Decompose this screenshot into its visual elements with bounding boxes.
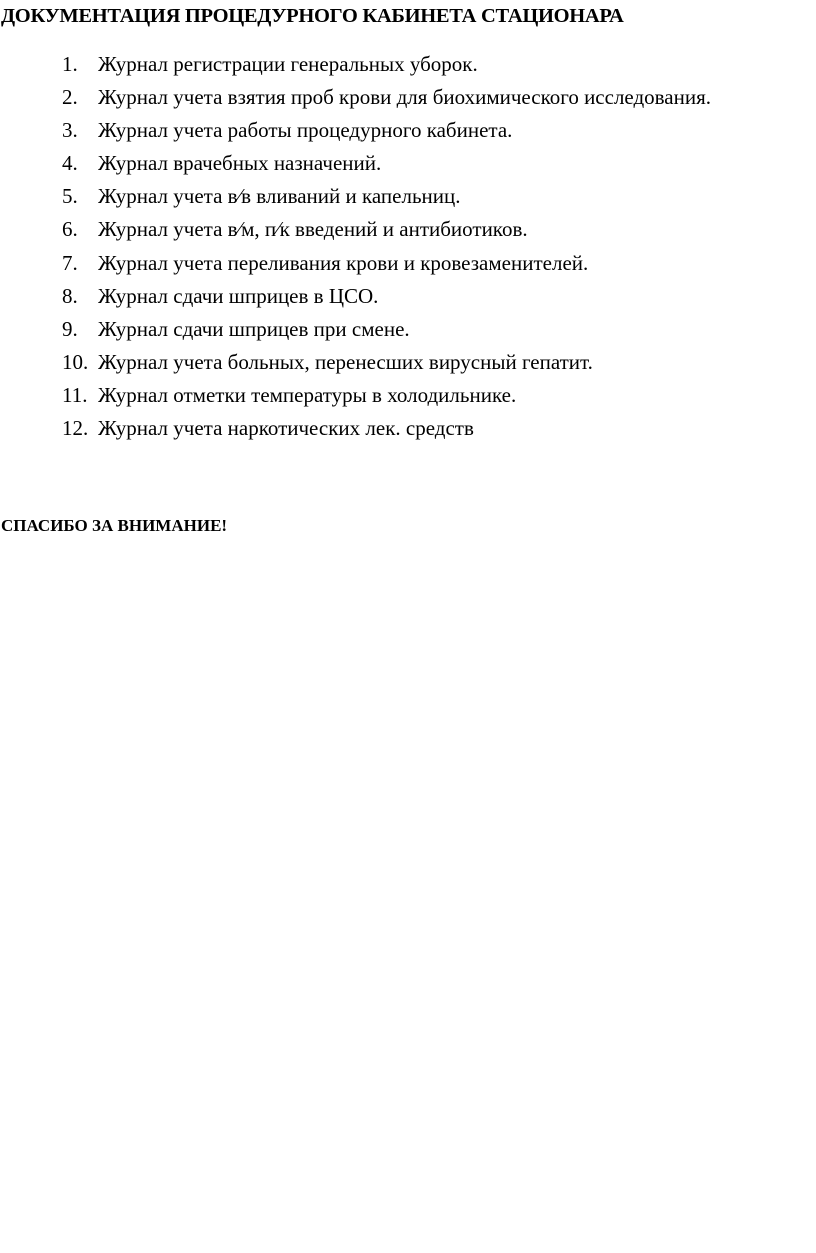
- list-item-number: 7.: [62, 250, 78, 275]
- list-item-text: Журнал отметки температуры в холодильнике.: [98, 382, 517, 407]
- list-item-text: Журнал учета взятия проб крови для биохимического исследования.: [98, 85, 711, 110]
- list-item-text: Журнал регистрации генеральных уборок.: [98, 52, 478, 76]
- list-item-text: Журнал сдачи шприцев при смене.: [98, 316, 410, 341]
- list-item-number: 4.: [62, 151, 78, 176]
- list-item-number: 9.: [62, 316, 78, 341]
- list-item-number: 1.: [62, 52, 78, 76]
- closing-text: СПАСИБО ЗА ВНИМАНИЕ!: [1, 516, 228, 535]
- list-item-number: 6.: [62, 217, 78, 242]
- list-item-number: 3.: [62, 118, 78, 143]
- list-item-text: Журнал учета больных, перенесших вирусный гепатит.: [98, 349, 593, 374]
- list-item-number: 11.: [62, 382, 88, 407]
- list-item-text: Журнал учета в⁄в вливаний и капельниц.: [98, 184, 461, 209]
- list-item-text: Журнал учета наркотических лек. средств: [98, 416, 474, 441]
- document-title: ДОКУМЕНТАЦИЯ ПРОЦЕДУРНОГО КАБИНЕТА СТАЦИОНАРА: [1, 5, 624, 27]
- list-item-number: 10.: [62, 349, 89, 374]
- list-item-text: Журнал учета переливания крови и кровезаменителей.: [98, 250, 589, 275]
- list-item-text: Журнал учета в⁄м, п⁄к введений и антибиотиков.: [98, 217, 528, 242]
- list-item-text: Журнал сдачи шприцев в ЦСО.: [98, 283, 379, 308]
- list-item-number: 5.: [62, 184, 78, 209]
- list-item-number: 8.: [62, 283, 78, 308]
- list-item-text: Журнал учета работы процедурного кабинета.: [98, 118, 513, 143]
- list-item-number: 2.: [62, 85, 78, 110]
- list-item-text: Журнал врачебных назначений.: [98, 151, 382, 176]
- list-item-number: 12.: [62, 416, 89, 441]
